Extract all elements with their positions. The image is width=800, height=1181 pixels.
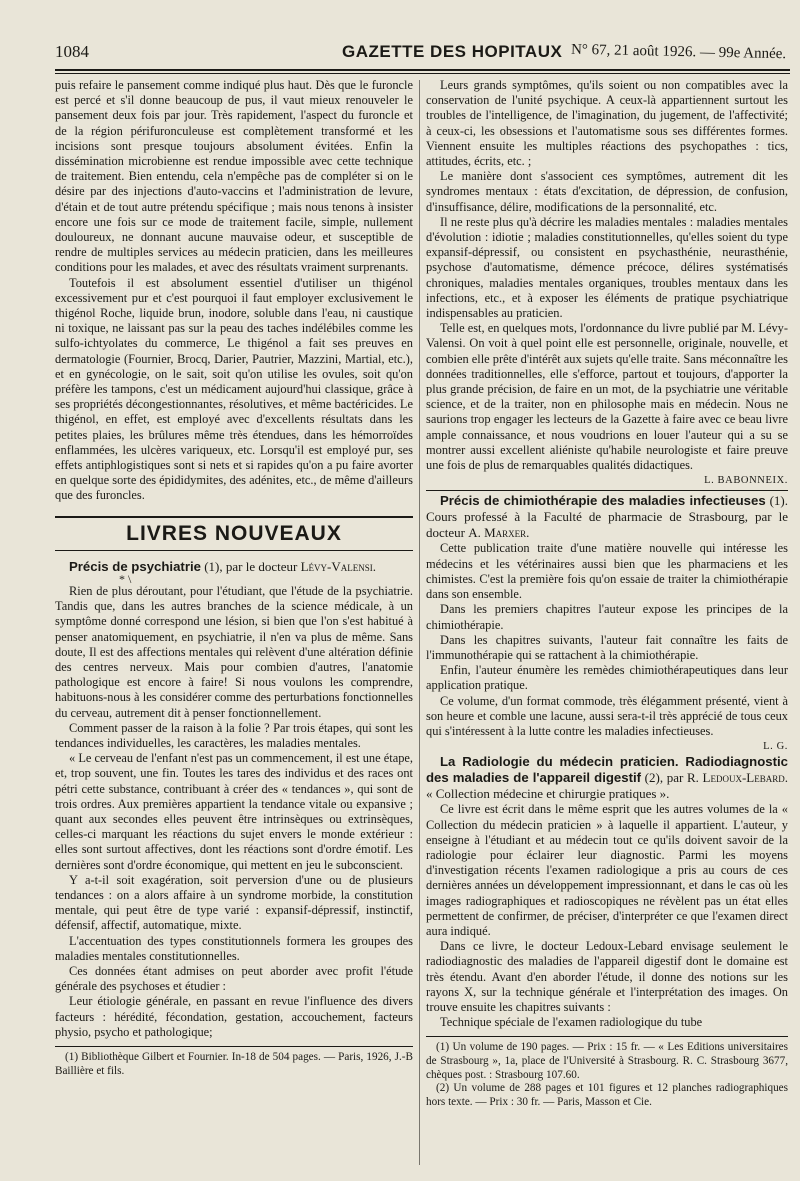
paragraph: Leur étiologie générale, en passant en revue l'influence des divers facteurs : hérédité, fécondation, gestation, accouchement, facteurs physio, psycho et pathologique; — [55, 994, 413, 1039]
ornament: * \ — [119, 571, 132, 586]
paragraph: Dans les premiers chapitres l'auteur expose les principes de la chimiothérapie. — [426, 602, 788, 632]
footnote-text: (2) Un volume de 288 pages et 101 figures et 12 planches radiographiques hors texte. — Prix : 30 fr. — Paris, Masson et Cie. — [426, 1082, 788, 1108]
signature: L. G. — [763, 741, 788, 753]
review-ref: (2), par R. — [641, 770, 703, 786]
review-heading — [426, 754, 788, 802]
review-collection: « Collection médecine et chirurgie pratiques ». — [426, 786, 670, 802]
page-number: 1084 — [55, 42, 89, 61]
review-rule — [426, 490, 788, 491]
paragraph: Dans ce livre, le docteur Ledoux-Lebard envisage seulement le radiodiagnostic des maladies de l'appareil digestif dont le domaine est très étendu. Avant d'en aborder l'étude, il donne des notions sur les rayons X, sur la technique générale et l'interprétation des images. On trouve ensuite les chapitres suivants : — [426, 939, 788, 1014]
paragraph: Le manière dont s'associent ces symptômes, autrement dit les syndromes mentaux : états d'excitation, de dépression, de confusion, d'insuffisance, délire, modifications de la personnalité, etc. — [426, 169, 788, 214]
book-title: La Radiologie du médecin praticien. Radiodiagnostic des maladies de l'appareil digestif — [426, 754, 788, 786]
paragraph: Ces données étant admises on peut aborder avec profit l'étude générale des psychoses et étudier : — [55, 963, 413, 994]
paragraph: Telle est, en quelques mots, l'ordonnance du livre publié par M. Lévy-Valensi. On voit à quel point elle est personnelle, originale, nouvelle, et combien elle prête d'intérêt aux sujets qu'elle traite. Sans méconnaître les données traditionnelles, elle s'efforce, partout et toujours, d'apporter la plus grande précision, de faire en un mot, de la psychiatrie une véritable science, et de la traiter, non en philosophe mais en médecin. Nous ne saurions trop engager les lecteurs de la Gazette à faire avec ce beau livre ample connaissance, et nous voudrions en louer l'auteur qui a su se montrer aussi excellent aliéniste qu'habile neurologiste et faire preuve une fois de plus de remarquables qualités didactiques. — [426, 321, 788, 473]
section-title: LIVRES NOUVEAUX — [126, 521, 342, 545]
paragraph: Dans les chapitres suivants, l'auteur fait connaître les faits de l'immunothérapie qui se rattachent à la chimiothérapie. — [426, 632, 788, 662]
paragraph: Leurs grands symptômes, qu'ils soient ou non compatibles avec la conservation de l'unité psychique. A ceux-là appartiennent surtout les troubles de l'intelligence, de l'imagination, du jugement, de l'affectivité; à ceux-ci, les obsessions et l'automatisme sous ses différentes formes. Viennent ensuite les multiples réactions des psychopathes : tics, attitudes, écrits, etc. ; — [426, 78, 788, 169]
paragraph: Y a-t-il soit exagération, soit perversion d'une ou de plusieurs tendances : on a alors affaire à un syndrome morbide, la constitution mentale, qui peut être de type varié : expansif-dépressif, instinctif, défensif, affectif, automatique, mixte. — [55, 872, 413, 933]
footnote-text: (1) Bibliothèque Gilbert et Fournier. In-18 de 504 pages. — Paris, 1926, J.-B Baillière et fils. — [55, 1050, 413, 1077]
review-subtitle: Cours professé à la Faculté de pharmacie de Strasbourg, par le docteur — [426, 509, 788, 541]
paragraph: « Le cerveau de l'enfant n'est pas un commencement, il est une étape, et, trop souvent, une fin. Toutes les tares des individus et des races ont pétri cette substance, contribuant à créer des « tendances », qui sont de trois ordres. Aux premières appartient la tendance vitale ou expansive ; quant aux secondes elles peuvent être intrinsèques ou extrinsèques, celles-ci marquant les réactions du sujet envers le monde extérieur : elles sont surtout affectives, dont les réactions sont d'ordre émotif. Les dernières sont d'ordre économique, qui mettent en jeu le subconscient. — [55, 751, 413, 872]
header-rule-thick — [55, 69, 790, 71]
signature: L. BABONNEIX. — [704, 475, 788, 487]
page-header — [55, 40, 790, 66]
column-divider — [419, 80, 420, 1165]
paragraph: Ce livre est écrit dans le même esprit que les autres volumes de la « Collection du médecin praticien » à laquelle il appartient. L'auteur, y enseigne à l'étudiant et au médecin tout ce qu'ils doivent savoir de la radiologie pour éclairer leur diagnostic. Parmi les moyens d'investigation récents l'examen radiologique a pris au cours de ces dernières années un développement impressionnant, et dans le cas où les images radiographiques et radioscopiques ne révèlent pas un état elles permettent de confirmer, de préciser, d'interpréter ce que l'examen direct aura indiqué. — [426, 802, 788, 938]
paragraph: Technique spéciale de l'examen radiologique du tube — [440, 1015, 703, 1030]
paragraph: Enfin, l'auteur énumère les remèdes chimiothérapeutiques dans leur application pratique. — [426, 663, 788, 693]
review-ref: (1), par le docteur — [200, 558, 301, 574]
review-heading — [55, 559, 413, 575]
footnotes — [426, 1036, 788, 1109]
paragraph: Ce volume, d'un format commode, très élégamment présenté, vient à son heure et comble une lacune, aussi sera-t-il très apprécié de tous ceux qui s'intéressent à la lutte contre les maladies infectieuses. — [426, 693, 788, 738]
review-ref: (1). — [765, 493, 788, 509]
footnote-text: (1) Un volume de 190 pages. — Prix : 15 fr. — « Les Editions universitaires de Strasbourg », 1a, place de l'Université à Strasbourg. R. C. Strasbourg 3677, chèques post. : Strasbourg 107.60. — [426, 1041, 788, 1081]
paragraph: Cette publication traite d'une matière nouvelle qui intéresse les médecins et les vétérinaires aussi bien que les pharmaciens et les chimistes. C'est la première fois qu'on essaie de traiter la chimiothérapie dans son ensemble. — [426, 541, 788, 602]
footnote — [55, 1046, 413, 1078]
journal-title: GAZETTE DES HOPITAUX — [342, 42, 563, 61]
review-author: Lévy-Valensi. — [300, 558, 376, 574]
issue-info: N° 67, 21 août 1926. — 99e Année. — [570, 41, 787, 63]
book-title: Précis de psychiatrie — [69, 558, 201, 574]
right-column — [426, 78, 788, 1109]
review-heading — [426, 493, 788, 541]
paragraph: Il ne reste plus qu'à décrire les maladies mentales : maladies mentales d'évolution : idiotie ; maladies constitutionnelles, qu'elles soient du type expansif-dépressif, ou consistent en psychasthénie, neurasthénie, psychose d'automatisme, démence précoce, délires systématisés chroniques, maladies mentales organiques, troubles mentaux dans les infections, etc., et à exposer les éléments de pratique psychiatrique indispensables au praticien. — [426, 214, 788, 321]
book-title: Précis de chimiothérapie des maladies infectieuses — [440, 493, 766, 509]
review-author: A. Marxer. — [468, 525, 530, 541]
paragraph: Toutefois il est absolument essentiel d'utiliser un thigénol excessivement pur et c'est pourquoi il faut employer exclusivement le thigénol Roche, liquide brun, inodore, soluble dans l'eau, ni caustique ni toxique, ne laissant pas sur la peau des taches indélébiles comme les sulfo-ichtyolates du commerce, Le thigénol a fait ses preuves en dermatologie (Fournier, Brocq, Darier, Pautrier, Mazzini, Martial, etc.), et en gynécologie, on le sait, soit qu'on utilise les ovules, soit qu'on préfère les tampons, c'est un médicament aujourd'hui classique, grâce à ses propriétés décongestionnantes, résolutives, et même bactéricides. Le thigénol, en effet, est employé avec d'excellents résultats dans les petites plaies, les brûlures même très étendues, dans les hémorroïdes enflammées, les ulcères variqueux, etc. Lorsqu'il est employé pur, ses effets antiphlogistiques sont si nets et si rapides qu'on a pu faire avorter en quelque sorte des épididymites, des adénites, etc., de même d'ailleurs que des furoncles. — [55, 275, 413, 503]
header-rule-thin — [55, 73, 790, 74]
left-column — [55, 78, 413, 1078]
review-author: Ledoux-Lebard. — [702, 770, 788, 786]
paragraph: puis refaire le pansement comme indiqué plus haut. Dès que le furoncle est percé et s'il donne beaucoup de pus, il vaut mieux renouveler le pansement deux fois par jour. Très rapidement, l'aspect du furoncle et de la région périfuronculeuse est complètement transformé et les incisions sont presque toujours absolument évitées. Enfin la dissémination microbienne est rendue impossible avec cette technique de traitement. Bien entendu, cela n'empêche pas de compléter si on le désire par des injections d'auto-vaccins et l'administration de levure, d'étain et de tout autre prétendu spécifique ; mais nous tenons à insister encore une fois sur ce mode de traitement facile, simple, nullement douloureux, ne donnant aucune mauvaise odeur, et susceptible de rendre de multiples services au médecin praticien, dans les meilleures conditions pour les malades, et avec des résultats vraiment surprenants. — [55, 78, 413, 275]
paragraph: L'accentuation des types constitutionnels formera les groupes des maladies mentales constitutionnelles. — [55, 933, 413, 963]
paragraph: Comment passer de la raison à la folie ? Par trois étapes, qui sont les tendances individuelles, les caractères, les maladies mentales. — [55, 720, 413, 750]
section-heading-box — [55, 516, 413, 551]
paragraph: Rien de plus déroutant, pour l'étudiant, que l'étude de la psychiatrie. Tandis que, dans les autres branches de la science médicale, à un symptôme donné correspond une lésion, si bien que l'on s'est habitué à penser anatomiquement, en psychiatrie, il n'en va plus de même. Sans doute, Il est des affections mentales qui relèvent d'une altération définie des centres nerveux. Mais pour combien d'autres, l'anatomie pathologique est encore à faire! Si nous voulons les comprendre, habituons-nous à les considérer comme des perturbations fonctionnelles du cerveau, autrement dit à penser fonctionnellement. — [55, 583, 413, 720]
